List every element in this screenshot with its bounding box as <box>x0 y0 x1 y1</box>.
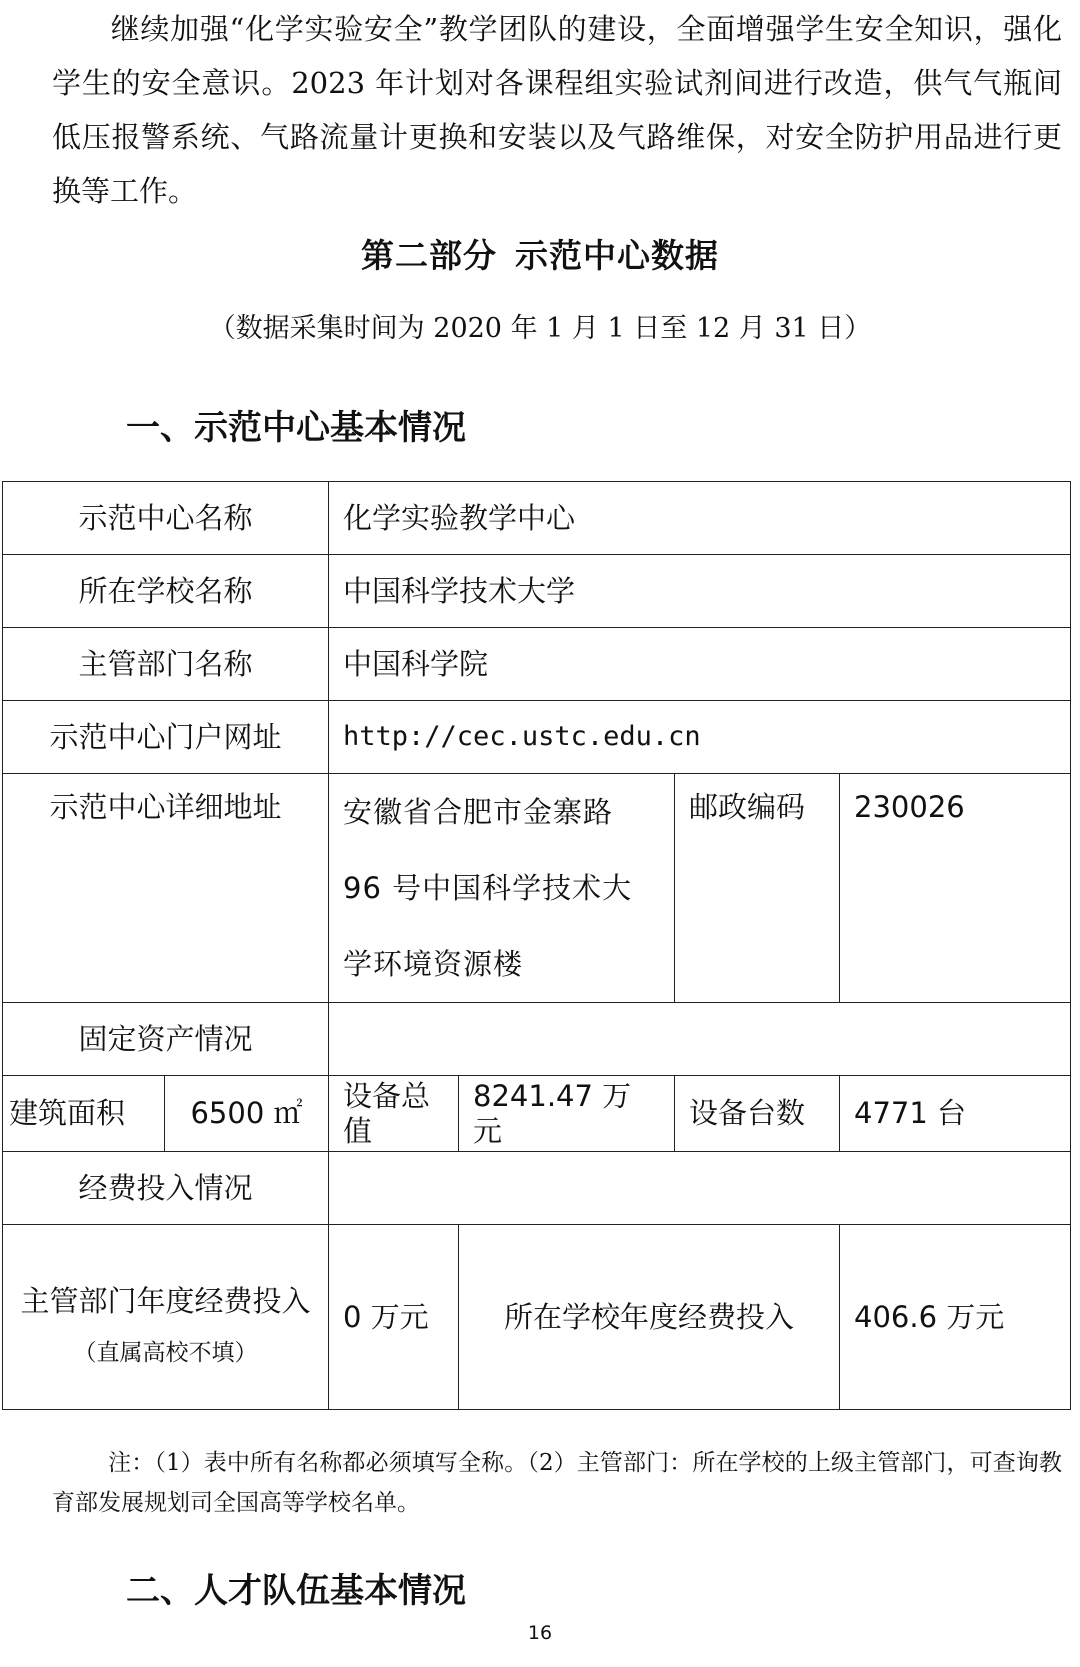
address-value: 安徽省合肥市金寨路 96 号中国科学技术大学环境资源楼 <box>329 774 675 1003</box>
authority-funding-value: 0 万元 <box>329 1225 459 1410</box>
authority-value: 中国科学院 <box>329 628 1071 701</box>
fixed-assets-label: 固定资产情况 <box>3 1003 329 1076</box>
equipment-value-value: 8241.47 万元 <box>459 1076 675 1152</box>
table-row <box>3 1076 1071 1152</box>
school-name-value: 中国科学技术大学 <box>329 555 1071 628</box>
authority-label: 主管部门名称 <box>3 628 329 701</box>
table-row <box>3 555 1071 628</box>
postcode-value: 230026 <box>840 774 1071 1003</box>
table-row <box>3 1003 1071 1076</box>
equipment-value-label: 设备总值 <box>329 1076 459 1152</box>
website-label: 示范中心门户网址 <box>3 701 329 774</box>
authority-funding-note: （直属高校不填） <box>73 1340 258 1366</box>
authority-funding-label-text: 主管部门年度经费投入 <box>20 1284 311 1318</box>
collection-period: （数据采集时间为 2020 年 1 月 1 日至 12 月 31 日） <box>208 313 872 344</box>
table-note-text: 注：（1）表中所有名称都必须填写全称。（2）主管部门：所在学校的上级主管部门，可查询教育部发展规划司全国高等学校名单。 <box>52 1450 1062 1516</box>
intro-paragraph <box>52 2 1062 218</box>
center-info-table <box>2 481 1071 1410</box>
section-heading-basic-info: 一、示范中心基本情况 <box>126 408 466 448</box>
page-number: 16 <box>527 1622 553 1644</box>
equipment-count-label: 设备台数 <box>675 1076 840 1152</box>
table-row <box>3 1225 1071 1410</box>
postcode-label: 邮政编码 <box>675 774 840 1003</box>
school-funding-value: 406.6 万元 <box>840 1225 1071 1410</box>
table-row <box>3 482 1071 555</box>
fixed-assets-value <box>329 1003 1071 1076</box>
website-value: http://cec.ustc.edu.cn <box>329 701 1071 774</box>
intro-paragraph-text: 继续加强“化学实验安全”教学团队的建设，全面增强学生安全知识，强化学生的安全意识。2023 年计划对各课程组实验试剂间进行改造，供气气瓶间低压报警系统、气路流量计更换和安装以及气路维保，对安全防护用品进行更换等工作。 <box>52 12 1062 208</box>
address-label: 示范中心详细地址 <box>3 774 329 1003</box>
part-title-text: 示范中心数据 <box>515 236 719 275</box>
part-title <box>0 230 1080 277</box>
equipment-count-value: 4771 台 <box>840 1076 1071 1152</box>
building-area-label: 建筑面积 <box>3 1076 165 1152</box>
school-funding-label: 所在学校年度经费投入 <box>459 1225 840 1410</box>
table-row <box>3 1152 1071 1225</box>
funding-value <box>329 1152 1071 1225</box>
building-area-value: 6500 ㎡ <box>165 1076 329 1152</box>
funding-label: 经费投入情况 <box>3 1152 329 1225</box>
authority-funding-label <box>3 1225 329 1410</box>
table-note <box>52 1443 1062 1523</box>
part-title-number: 第二部分 <box>361 236 497 275</box>
center-name-label: 示范中心名称 <box>3 482 329 555</box>
school-name-label: 所在学校名称 <box>3 555 329 628</box>
section-heading-talent: 二、人才队伍基本情况 <box>126 1571 466 1611</box>
table-row <box>3 774 1071 1003</box>
center-name-value: 化学实验教学中心 <box>329 482 1071 555</box>
table-row <box>3 701 1071 774</box>
table-row <box>3 628 1071 701</box>
